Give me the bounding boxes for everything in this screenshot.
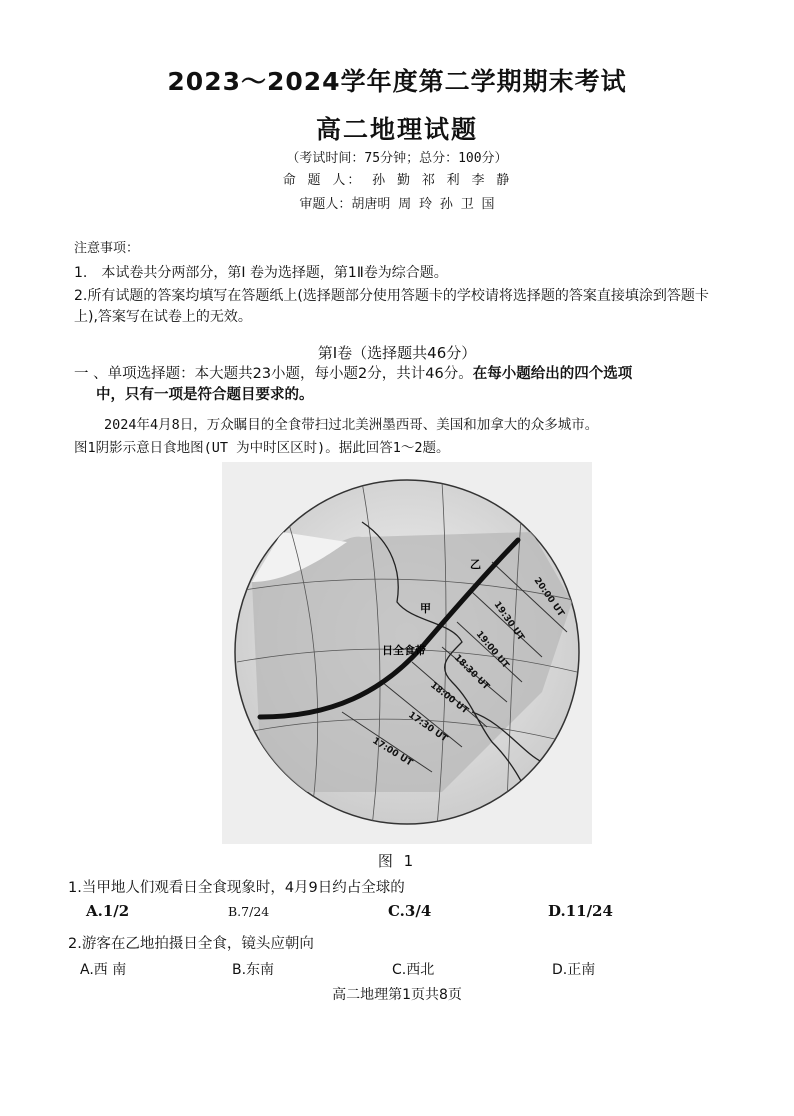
intro-paragraph-1: 2024年4月8日，万众瞩目的全食带扫过北美洲墨西哥、美国和加拿大的众多城市。 <box>104 417 599 433</box>
notice-heading: 注意事项： <box>74 241 140 256</box>
part-title: 第Ⅰ卷（选择题共46分） <box>317 344 477 362</box>
time-label-2000: 20:00 UT <box>531 575 566 619</box>
section-bold-1: 在每小题给出的四个选项 <box>472 366 633 382</box>
time-label-1930: 19:30 UT <box>491 599 526 643</box>
q2-option-c[interactable]: C.西北 <box>392 962 435 978</box>
time-label-1700: 17:00 UT <box>370 736 415 769</box>
question-2-stem: 2.游客在乙地拍摄日全食，镜头应朝向 <box>68 936 314 952</box>
q2-option-a[interactable]: A.西 南 <box>80 962 127 978</box>
reviewer-line: 审题人：胡唐明 周 玲 孙 卫 国 <box>299 197 495 212</box>
notice-item-2: 2.所有试题的答案均填写在答题纸上(选择题部分使用答题卡的学校请将选择题的答案直接填涂到答题卡上),答案写在试卷上的无效。 <box>74 288 709 325</box>
q1-option-c[interactable]: C.3/4 <box>388 902 432 920</box>
section-bold-2: 中，只有一项是符合题目要求的。 <box>96 387 314 403</box>
subject-title: 高二地理试题 <box>315 115 478 144</box>
eclipse-map-figure <box>222 462 592 844</box>
q2-option-b[interactable]: B.东南 <box>232 962 275 978</box>
label-totality-band: 日全食带 <box>382 644 426 657</box>
time-label-1830: 18:30 UT <box>451 653 491 693</box>
section-instructions <box>74 364 724 406</box>
q2-option-d[interactable]: D.正南 <box>552 962 596 978</box>
exam-title: 2023～2024学年度第二学期期末考试 <box>167 67 627 96</box>
q1-option-d[interactable]: D.11/24 <box>548 902 613 920</box>
label-yi: 乙 <box>470 558 481 571</box>
figure-caption: 图 1 <box>377 852 417 870</box>
label-jia: 甲 <box>420 602 431 615</box>
time-label-1730: 17:30 UT <box>406 710 450 745</box>
notice-item-1: 1. 本试卷共分两部分，第Ⅰ 卷为选择题，第1Ⅱ卷为综合题。 <box>74 265 448 281</box>
page-footer: 高二地理第1页共8页 <box>332 987 462 1003</box>
time-label-1800: 18:00 UT <box>428 680 470 717</box>
q1-option-a[interactable]: A.1/2 <box>86 902 130 920</box>
question-intro <box>74 414 734 460</box>
section-prefix: 一 、单项选择题：本大题共23小题，每小题2分，共计46分。 <box>74 366 473 382</box>
exam-info: （考试时间：75分钟；总分：100分） <box>286 151 508 166</box>
q1-option-b[interactable]: B.7/24 <box>228 904 270 919</box>
setter-line: 命 题 人： 孙 勤 祁 利 李 静 <box>282 173 512 188</box>
question-1-stem: 1.当甲地人们观看日全食现象时，4月9日约占全球的 <box>68 880 405 896</box>
eclipse-globe-svg <box>222 462 592 844</box>
time-label-1900: 19:00 UT <box>473 629 511 671</box>
intro-paragraph-2: 图1阴影示意日食地图(UT 为中时区区时)。据此回答1～2题。 <box>74 440 450 456</box>
